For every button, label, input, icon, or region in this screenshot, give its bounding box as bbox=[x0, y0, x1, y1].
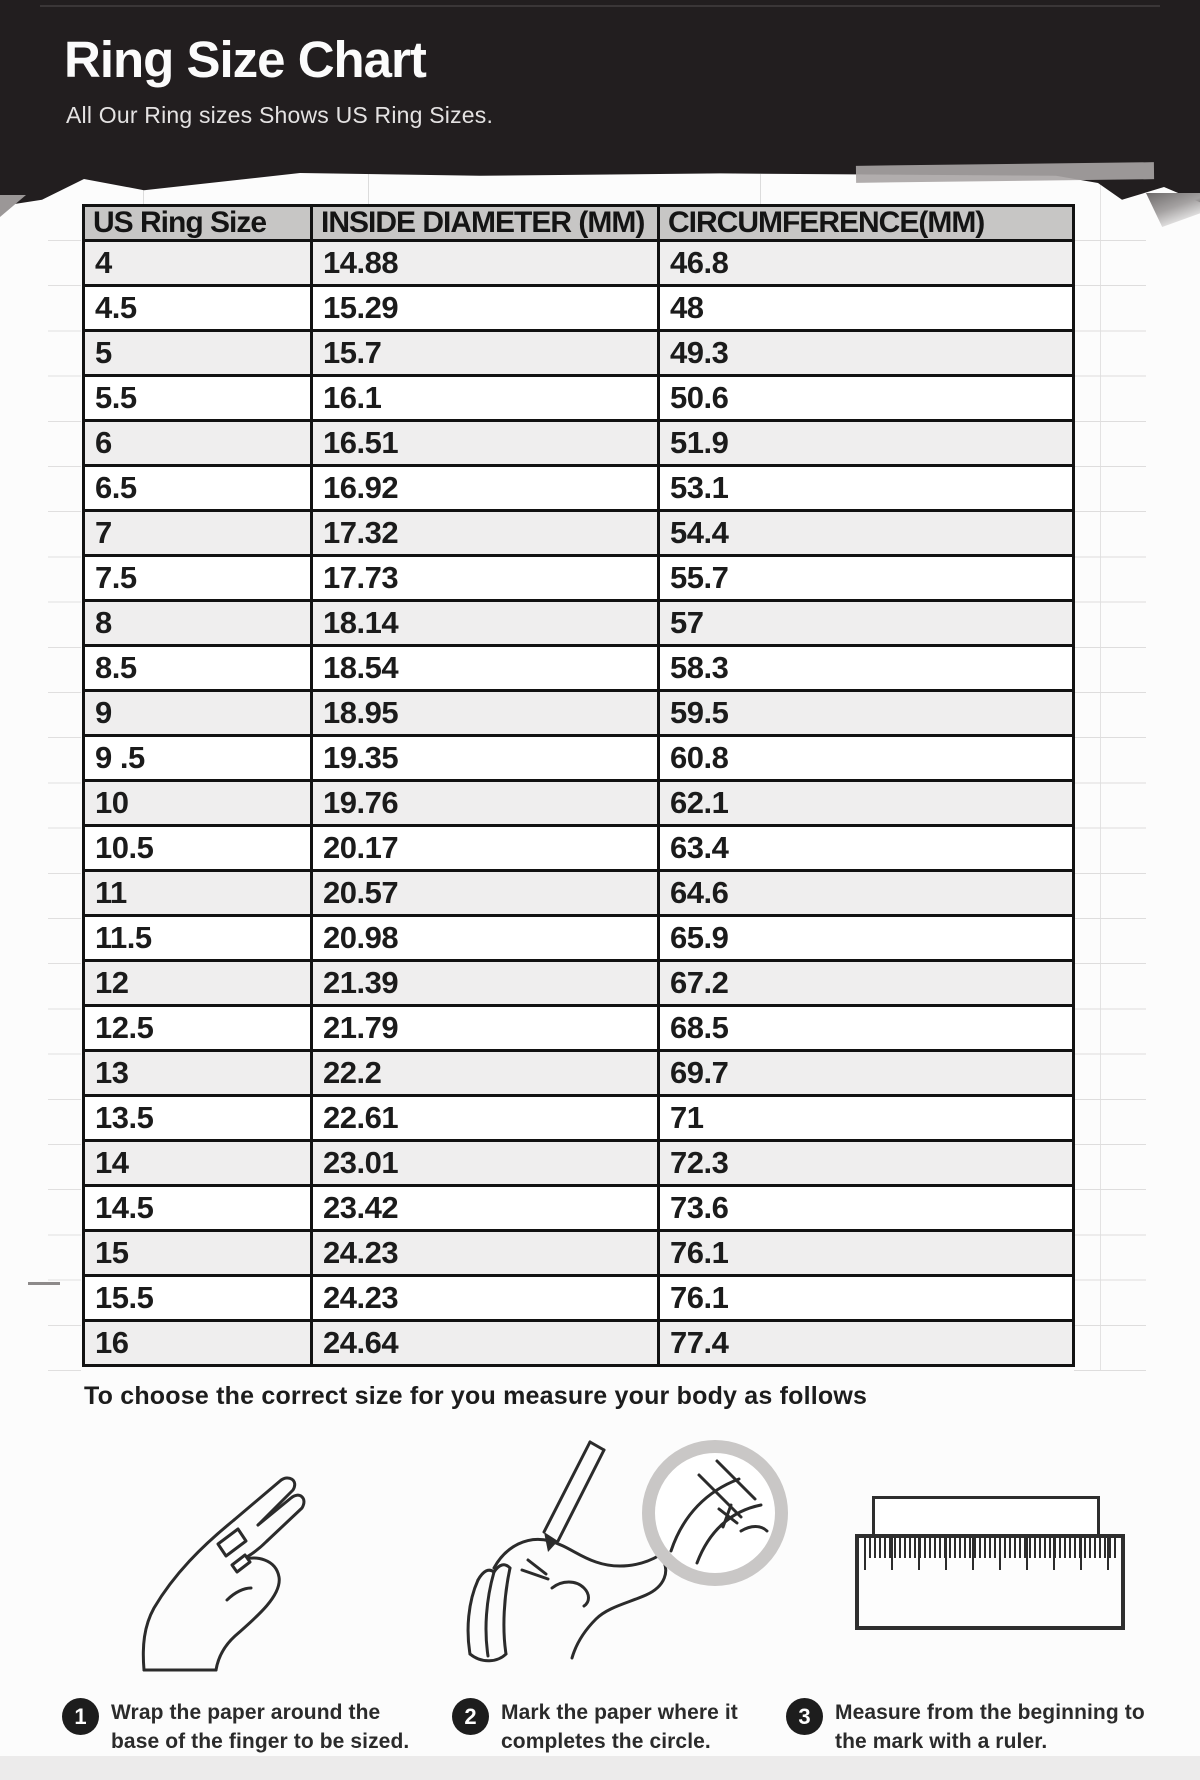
table-cell: 48 bbox=[659, 286, 1074, 331]
step-3 bbox=[786, 1698, 1145, 1756]
gridline bbox=[760, 174, 761, 204]
table-cell: 20.98 bbox=[312, 916, 659, 961]
table-row bbox=[84, 421, 1074, 466]
header-top-rule bbox=[40, 5, 1160, 7]
table-cell: 4.5 bbox=[84, 286, 312, 331]
page-title: Ring Size Chart bbox=[64, 31, 426, 88]
bottom-strip bbox=[0, 1756, 1200, 1780]
table-cell: 53.1 bbox=[659, 466, 1074, 511]
table-row bbox=[84, 331, 1074, 376]
instructions-heading: To choose the correct size for you measure your body as follows bbox=[84, 1382, 868, 1410]
table-cell: 22.2 bbox=[312, 1051, 659, 1096]
table-cell: 11.5 bbox=[84, 916, 312, 961]
table-row bbox=[84, 601, 1074, 646]
table-cell: 21.39 bbox=[312, 961, 659, 1006]
table-row bbox=[84, 1186, 1074, 1231]
table-row bbox=[84, 1006, 1074, 1051]
table-cell: 8.5 bbox=[84, 646, 312, 691]
table-cell: 23.42 bbox=[312, 1186, 659, 1231]
table-cell: 59.5 bbox=[659, 691, 1074, 736]
table-row bbox=[84, 1141, 1074, 1186]
table-cell: 72.3 bbox=[659, 1141, 1074, 1186]
table-cell: 16 bbox=[84, 1321, 312, 1366]
table-cell: 4 bbox=[84, 241, 312, 286]
table-cell: 23.01 bbox=[312, 1141, 659, 1186]
table-cell: 71 bbox=[659, 1096, 1074, 1141]
table-header-row bbox=[84, 206, 1074, 241]
table-row bbox=[84, 286, 1074, 331]
step-1-line2: base of the finger to be sized. bbox=[111, 1730, 410, 1753]
page-subtitle: All Our Ring sizes Shows US Ring Sizes. bbox=[66, 102, 494, 128]
table-cell: 50.6 bbox=[659, 376, 1074, 421]
table-cell: 24.64 bbox=[312, 1321, 659, 1366]
table-cell: 11 bbox=[84, 871, 312, 916]
magnifier-detail-art bbox=[655, 1453, 775, 1573]
ruler-minor-ticks bbox=[864, 1538, 1116, 1558]
table-cell: 19.76 bbox=[312, 781, 659, 826]
table-cell: 46.8 bbox=[659, 241, 1074, 286]
step-2-badge: 2 bbox=[452, 1698, 489, 1735]
table-cell: 55.7 bbox=[659, 556, 1074, 601]
table-row bbox=[84, 1276, 1074, 1321]
table-cell: 9 .5 bbox=[84, 736, 312, 781]
table-row bbox=[84, 871, 1074, 916]
table-cell: 7 bbox=[84, 511, 312, 556]
table-cell: 15.7 bbox=[312, 331, 659, 376]
table-cell: 10 bbox=[84, 781, 312, 826]
table-cell: 24.23 bbox=[312, 1231, 659, 1276]
table-cell: 15.29 bbox=[312, 286, 659, 331]
table-cell: 69.7 bbox=[659, 1051, 1074, 1096]
column-header-circumference: CIRCUMFERENCE(MM) bbox=[659, 206, 1074, 241]
table-row bbox=[84, 556, 1074, 601]
table-cell: 58.3 bbox=[659, 646, 1074, 691]
step-3-badge: 3 bbox=[786, 1698, 823, 1735]
table-row bbox=[84, 961, 1074, 1006]
table-cell: 19.35 bbox=[312, 736, 659, 781]
table-row bbox=[84, 916, 1074, 961]
table-cell: 60.8 bbox=[659, 736, 1074, 781]
table-cell: 18.14 bbox=[312, 601, 659, 646]
table-row bbox=[84, 1051, 1074, 1096]
step-1-badge: 1 bbox=[62, 1698, 99, 1735]
ring-size-table bbox=[82, 204, 1075, 1367]
table-cell: 49.3 bbox=[659, 331, 1074, 376]
table-cell: 20.17 bbox=[312, 826, 659, 871]
table-cell: 24.23 bbox=[312, 1276, 659, 1321]
column-header-us-ring-size: US Ring Size bbox=[84, 206, 312, 241]
table-cell: 13 bbox=[84, 1051, 312, 1096]
table-row bbox=[84, 1321, 1074, 1366]
table-cell: 6 bbox=[84, 421, 312, 466]
table-cell: 8 bbox=[84, 601, 312, 646]
table-row bbox=[84, 646, 1074, 691]
table-cell: 5.5 bbox=[84, 376, 312, 421]
table-cell: 62.1 bbox=[659, 781, 1074, 826]
table-cell: 65.9 bbox=[659, 916, 1074, 961]
table-cell: 14.5 bbox=[84, 1186, 312, 1231]
table-cell: 68.5 bbox=[659, 1006, 1074, 1051]
torn-edge-shadow bbox=[856, 162, 1154, 183]
gridline-stubs-right bbox=[1074, 240, 1146, 1372]
step-2-line2: completes the circle. bbox=[501, 1730, 711, 1753]
table-cell: 64.6 bbox=[659, 871, 1074, 916]
table-row bbox=[84, 826, 1074, 871]
table-cell: 17.32 bbox=[312, 511, 659, 556]
table-row bbox=[84, 1231, 1074, 1276]
table-cell: 51.9 bbox=[659, 421, 1074, 466]
table-row bbox=[84, 781, 1074, 826]
table-cell: 7.5 bbox=[84, 556, 312, 601]
table-cell: 18.95 bbox=[312, 691, 659, 736]
table-cell: 20.57 bbox=[312, 871, 659, 916]
table-cell: 17.73 bbox=[312, 556, 659, 601]
table-cell: 63.4 bbox=[659, 826, 1074, 871]
step-1 bbox=[62, 1698, 409, 1756]
gridline bbox=[368, 174, 369, 204]
table-row bbox=[84, 1096, 1074, 1141]
ruler-illustration bbox=[855, 1534, 1125, 1630]
table-row bbox=[84, 466, 1074, 511]
table-cell: 57 bbox=[659, 601, 1074, 646]
table-cell: 6.5 bbox=[84, 466, 312, 511]
table-cell: 12 bbox=[84, 961, 312, 1006]
table-cell: 10.5 bbox=[84, 826, 312, 871]
table-row bbox=[84, 691, 1074, 736]
table-row bbox=[84, 511, 1074, 556]
table-cell: 76.1 bbox=[659, 1276, 1074, 1321]
step-3-text bbox=[835, 1698, 1145, 1756]
scan-artifact bbox=[28, 1282, 60, 1285]
table-cell: 15 bbox=[84, 1231, 312, 1276]
table-cell: 76.1 bbox=[659, 1231, 1074, 1276]
table-cell: 54.4 bbox=[659, 511, 1074, 556]
table-cell: 16.51 bbox=[312, 421, 659, 466]
table-cell: 73.6 bbox=[659, 1186, 1074, 1231]
size-table-body bbox=[84, 241, 1074, 1366]
column-header-inside-diameter: INSIDE DIAMETER (MM) bbox=[312, 206, 659, 241]
table-cell: 16.1 bbox=[312, 376, 659, 421]
table-cell: 67.2 bbox=[659, 961, 1074, 1006]
table-cell: 15.5 bbox=[84, 1276, 312, 1321]
table-row bbox=[84, 376, 1074, 421]
gridline-stubs-left bbox=[48, 240, 81, 1372]
table-cell: 9 bbox=[84, 691, 312, 736]
table-cell: 13.5 bbox=[84, 1096, 312, 1141]
table-cell: 5 bbox=[84, 331, 312, 376]
table-cell: 21.79 bbox=[312, 1006, 659, 1051]
step-3-line1: Measure from the beginning to bbox=[835, 1701, 1145, 1724]
table-cell: 12.5 bbox=[84, 1006, 312, 1051]
hand-wrap-illustration bbox=[130, 1448, 340, 1683]
table-row bbox=[84, 736, 1074, 781]
table-row bbox=[84, 241, 1074, 286]
step-2-text bbox=[501, 1698, 738, 1756]
step-2-line1: Mark the paper where it bbox=[501, 1701, 738, 1724]
step-3-line2: the mark with a ruler. bbox=[835, 1730, 1048, 1753]
step-2 bbox=[452, 1698, 738, 1756]
table-cell: 14 bbox=[84, 1141, 312, 1186]
table-cell: 77.4 bbox=[659, 1321, 1074, 1366]
step-1-line1: Wrap the paper around the bbox=[111, 1701, 381, 1724]
table-cell: 14.88 bbox=[312, 241, 659, 286]
step-1-text bbox=[111, 1698, 409, 1756]
magnifier-detail-circle bbox=[642, 1440, 788, 1586]
table-cell: 18.54 bbox=[312, 646, 659, 691]
table-cell: 16.92 bbox=[312, 466, 659, 511]
table-cell: 22.61 bbox=[312, 1096, 659, 1141]
